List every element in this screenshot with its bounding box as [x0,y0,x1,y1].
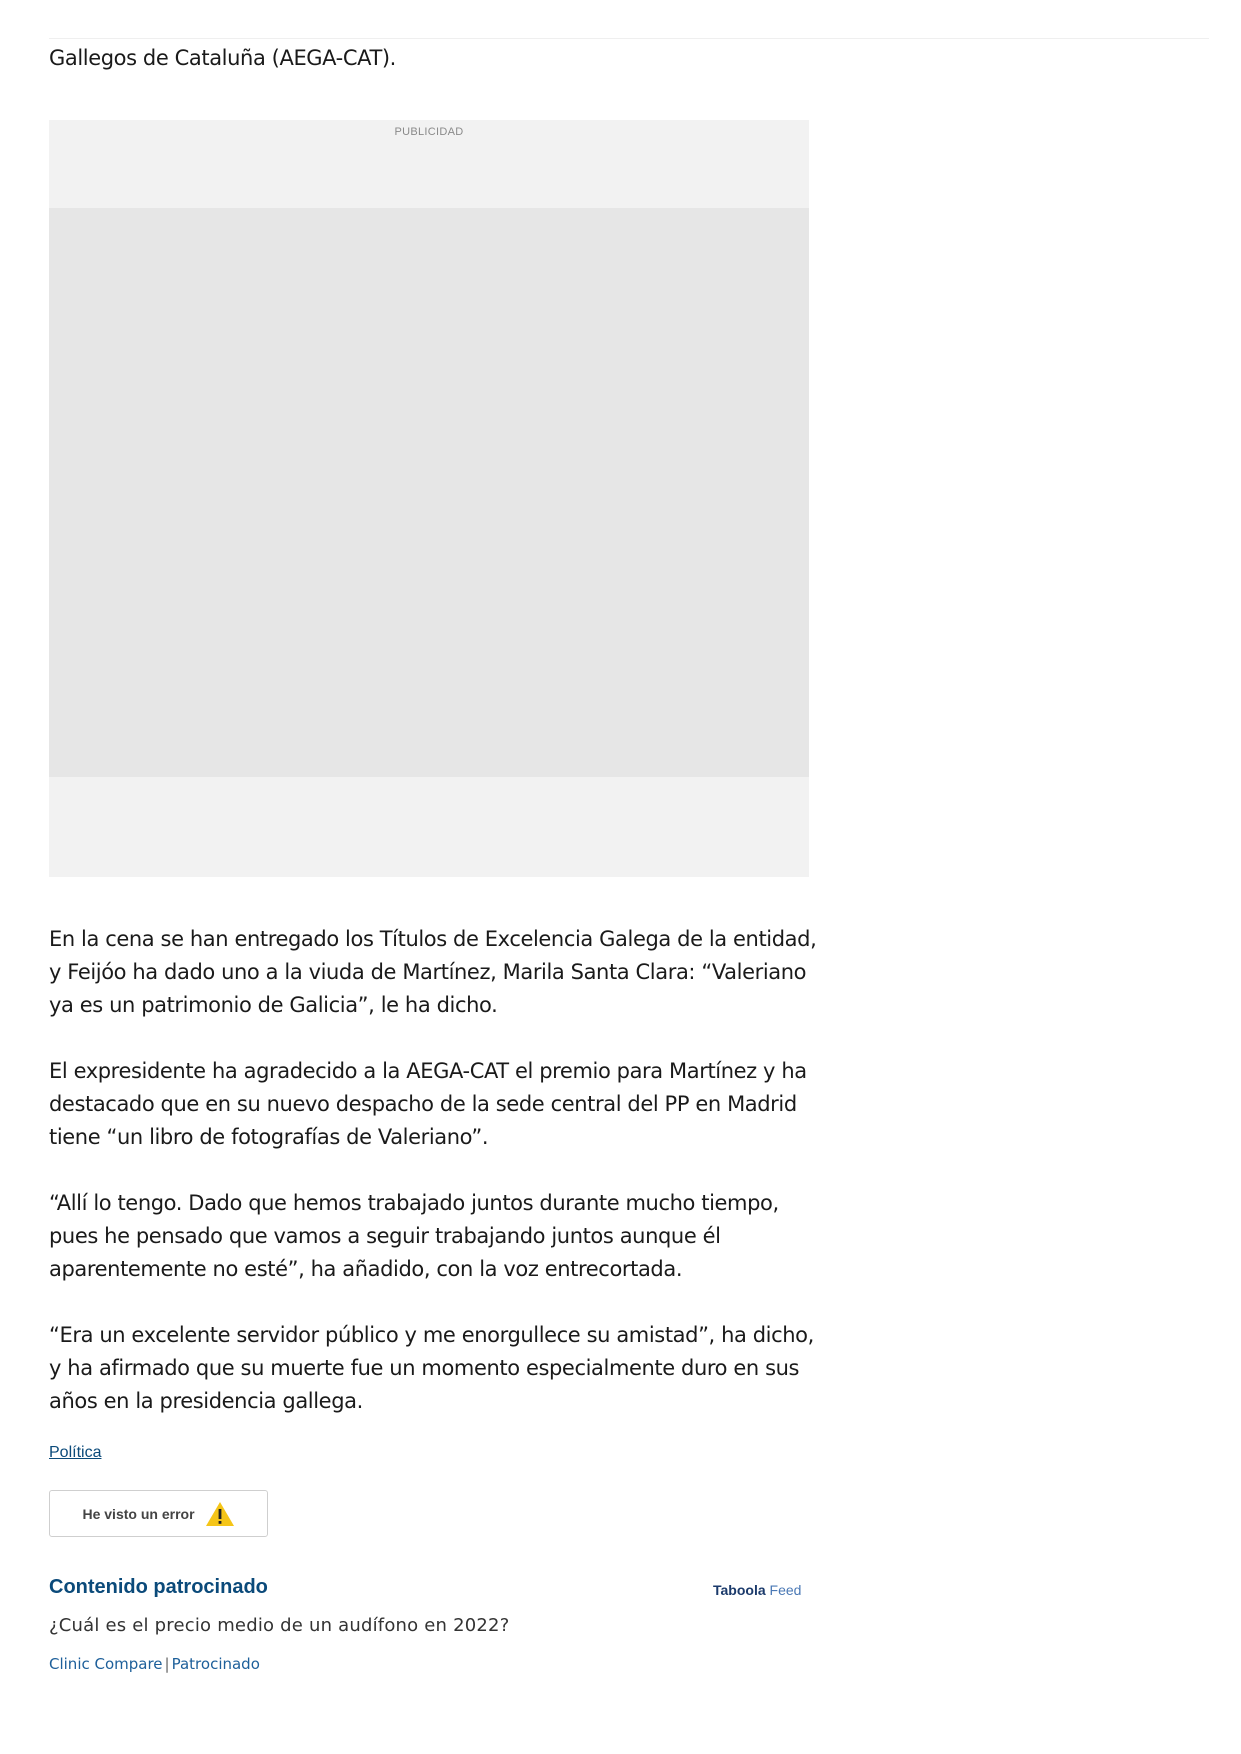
top-divider [49,38,1209,39]
article-paragraph: “Era un excelente servidor público y me enorgullece su amistad”, ha dicho, y ha afirmado que su muerte fue un momento especialmente duro en sus años en la presidencia gallega. [49,1323,814,1413]
article-paragraph: “Allí lo tengo. Dado que hemos trabajado juntos durante mucho tiempo, pues he pensado que vamos a seguir trabajando juntos aunque él aparentemente no esté”, ha añadido, con la voz entrecortada. [49,1191,779,1281]
sponsored-source [49,1655,260,1673]
sponsored-label: Patrocinado [171,1655,260,1673]
sponsored-source-name[interactable]: Clinic Compare [49,1655,163,1673]
article-paragraph: El expresidente ha agradecido a la AEGA-CAT el premio para Martínez y ha destacado que en su nuevo despacho de la sede central del PP en Madrid tiene “un libro de fotografías de Valeriano”. [49,1059,807,1149]
report-error-label: He visto un error [82,1505,195,1522]
ad-placeholder[interactable] [49,208,809,777]
taboola-feed-logo[interactable] [713,1582,801,1598]
source-separator: | [164,1655,170,1673]
article-intro-tail: Gallegos de Cataluña (AEGA-CAT). [49,46,396,70]
taboola-feed-label: Feed [769,1582,802,1598]
warning-icon [205,1501,235,1527]
ad-slot [49,120,809,877]
ad-label: PUBLICIDAD [394,126,464,138]
sponsored-headline-link[interactable]: ¿Cuál es el precio medio de un audífono en 2022? [49,1615,510,1636]
article-body [49,923,819,1451]
report-error-button[interactable] [49,1490,268,1537]
tag-link-politica[interactable]: Política [49,1444,102,1461]
taboola-brand: Taboola [713,1582,766,1598]
sponsored-title: Contenido patrocinado [49,1576,268,1598]
article-paragraph: En la cena se han entregado los Títulos de Excelencia Galega de la entidad, y Feijóo ha dado uno a la viuda de Martínez, Marila Santa Clara: “Valeriano ya es un patrimonio de Galicia”, le ha dicho. [49,927,817,1017]
